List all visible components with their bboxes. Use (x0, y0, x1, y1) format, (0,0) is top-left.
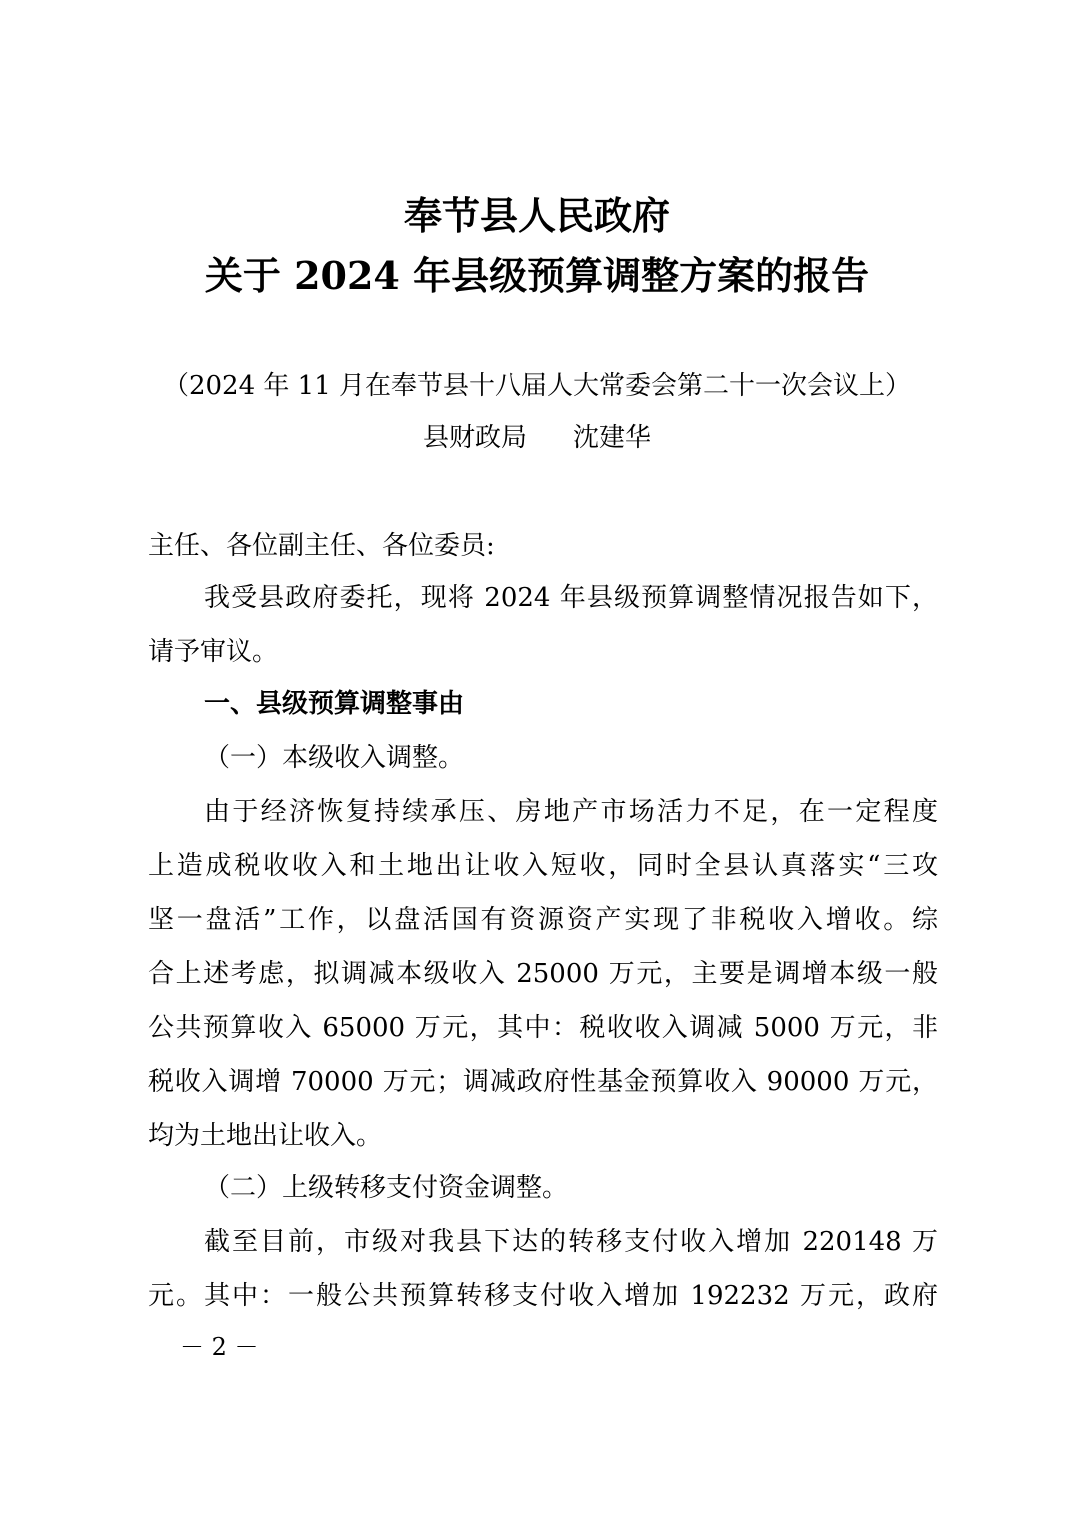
document-title-line1: 奉节县人民政府 (403, 193, 670, 238)
paragraph-line: 合上述考虑，拟调减本级收入 25000 万元，主要是调增本级一般 (148, 959, 938, 989)
paragraph-line: 均为土地出让收入。 (148, 1121, 383, 1151)
paragraph-line: 截至目前，市级对我县下达的转移支付收入增加 220148 万 (204, 1227, 938, 1257)
paragraph-line: 坚一盘活”工作，以盘活国有资源资产实现了非税收入增收。综 (148, 905, 938, 935)
paragraph-line: 公共预算收入 65000 万元，其中：税收收入调减 5000 万元，非 (148, 1013, 938, 1043)
section-heading: 一、县级预算调整事由 (204, 689, 465, 719)
paragraph-line: 由于经济恢复持续承压、房地产市场活力不足，在一定程度 (204, 797, 938, 827)
intro-line: 请予审议。 (148, 637, 279, 667)
paragraph-line: 上造成税收收入和土地出让收入短收，同时全县认真落实“三攻 (148, 851, 938, 881)
meeting-info: （2024 年 11 月在奉节县十八届人大常委会第二十一次会议上） (162, 371, 912, 401)
document-title-line2: 关于 2024 年县级预算调整方案的报告 (204, 253, 870, 298)
salutation: 主任、各位副主任、各位委员: (148, 531, 495, 561)
author-org: 县财政局 (422, 423, 527, 453)
paragraph-line: 税收入调增 70000 万元；调减政府性基金预算收入 90000 万元， (148, 1067, 938, 1097)
intro-line: 我受县政府委托，现将 2024 年县级预算调整情况报告如下， (204, 583, 938, 613)
subsection-heading: （一）本级收入调整。 (204, 743, 465, 773)
page-number: － 2 － (180, 1333, 259, 1361)
paragraph-line: 元。其中：一般公共预算转移支付收入增加 192232 万元，政府 (148, 1281, 938, 1311)
author-line (0, 422, 1074, 454)
subsection-heading: （二）上级转移支付资金调整。 (204, 1173, 569, 1203)
author-name: 沈建华 (573, 423, 652, 453)
